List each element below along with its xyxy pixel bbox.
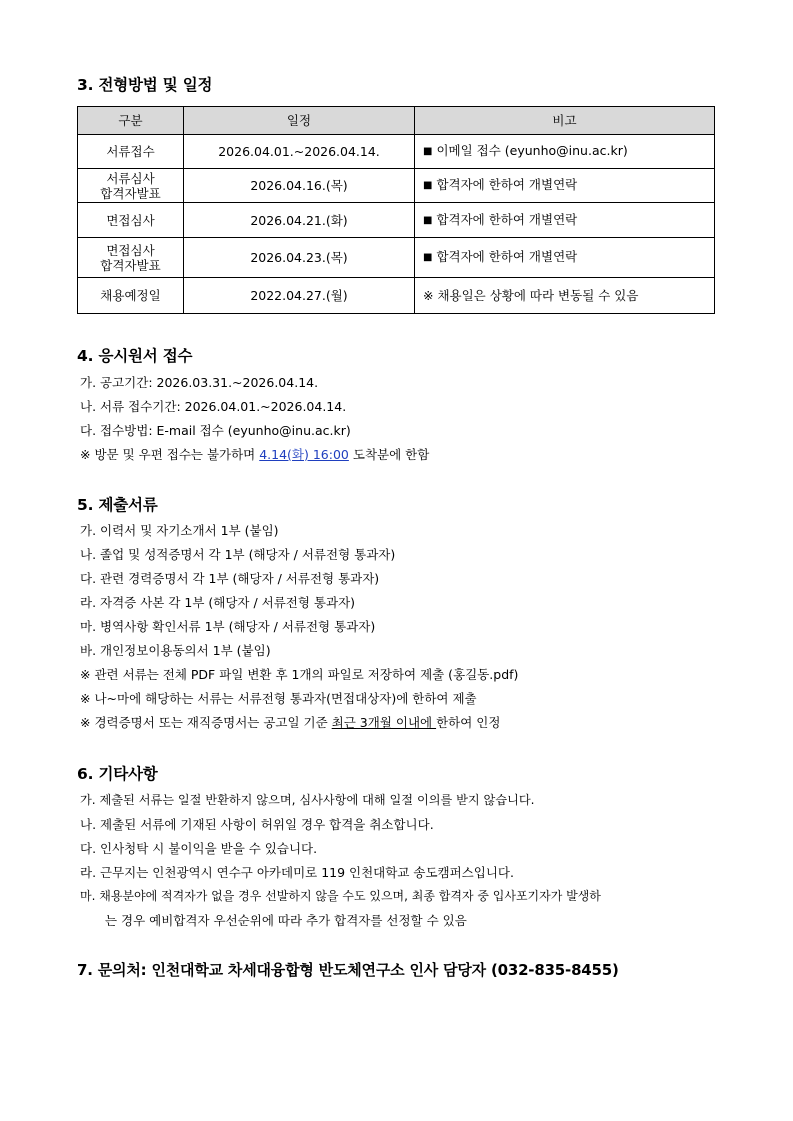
row-date: 2026.04.21.(화) [184, 203, 415, 238]
list-item: 바. 개인정보이용동의서 1부 (붙임) [80, 643, 271, 658]
row-note: ■ 합격자에 한하여 개별연락 [415, 238, 715, 278]
list-item-continuation: 는 경우 예비합격자 우선순위에 따라 추가 합격자를 선정할 수 있음 [105, 913, 467, 928]
schedule-header-row [78, 107, 715, 135]
row-date: 2026.04.23.(목) [184, 238, 415, 278]
section-5-title: 5. 제출서류 [77, 496, 158, 514]
list-item: 가. 이력서 및 자기소개서 1부 (붙임) [80, 523, 279, 538]
header-category: 구분 [78, 107, 184, 135]
row-category: 면접심사 합격자발표 [78, 238, 184, 278]
table-row [78, 135, 715, 169]
list-item: 라. 자격증 사본 각 1부 (해당자 / 서류전형 통과자) [80, 595, 356, 610]
list-item: 나. 졸업 및 성적증명서 각 1부 (해당자 / 서류전형 통과자) [80, 547, 396, 562]
list-item: ※ 나~마에 해당하는 서류는 서류전형 통과자(면접대상자)에 한하여 제출 [80, 691, 477, 706]
list-item: 다. 접수방법: E-mail 접수 (eyunho@inu.ac.kr) [80, 423, 351, 438]
row-note: ※ 채용일은 상황에 따라 변동될 수 있음 [415, 278, 715, 314]
list-item: 마. 채용분야에 적격자가 없을 경우 선발하지 않을 수도 있으며, 최종 합격자 중 입사포기자가 발생하 [80, 889, 601, 903]
section-6-title: 6. 기타사항 [77, 765, 158, 783]
career-cert-note: ※ 경력증명서 또는 재직증명서는 공고일 기준 최근 3개월 이내에 한하여 인정 [80, 715, 501, 730]
list-item: 나. 제출된 서류에 기재된 사항이 허위일 경우 합격을 취소합니다. [80, 817, 434, 832]
row-date: 2026.04.01.~2026.04.14. [184, 135, 415, 169]
list-item: 다. 관련 경력증명서 각 1부 (해당자 / 서류전형 통과자) [80, 571, 380, 586]
bullet-square-icon: ■ [423, 252, 433, 263]
bullet-square-icon: ■ [423, 180, 433, 191]
list-item: 마. 병역사항 확인서류 1부 (해당자 / 서류전형 통과자) [80, 619, 376, 634]
header-remarks: 비고 [415, 107, 715, 135]
section-3-title: 3. 전형방법 및 일정 [77, 76, 213, 94]
bullet-square-icon: ■ [423, 214, 433, 226]
row-category: 채용예정일 [78, 278, 184, 314]
deadline-link[interactable]: 4.14(화) 16:00 [259, 447, 349, 462]
table-row [78, 169, 715, 203]
row-date: 2022.04.27.(월) [184, 278, 415, 314]
list-item: 가. 제출된 서류는 일절 반환하지 않으며, 심사사항에 대해 일절 이의를 받지 않습니다. [80, 793, 535, 807]
list-item: ※ 관련 서류는 전체 PDF 파일 변환 후 1개의 파일로 저장하여 제출 (홍길동.pdf) [80, 667, 519, 682]
header-schedule: 일정 [184, 107, 415, 135]
table-row [78, 203, 715, 238]
section-4-title: 4. 응시원서 접수 [77, 347, 193, 365]
row-category: 서류심사 합격자발표 [78, 169, 184, 203]
row-date: 2026.04.16.(목) [184, 169, 415, 203]
row-category: 면접심사 [78, 203, 184, 238]
row-note: ■ 합격자에 한하여 개별연락 [415, 203, 715, 238]
list-item: 라. 근무지는 인천광역시 연수구 아카데미로 119 인천대학교 송도캠퍼스입니다. [80, 865, 514, 880]
schedule-table [77, 106, 715, 314]
table-row [78, 238, 715, 278]
visit-note: ※ 방문 및 우편 접수는 불가하며 4.14(화) 16:00 도착분에 한함 [80, 447, 430, 462]
table-row [78, 278, 715, 314]
bullet-square-icon: ■ [423, 146, 433, 157]
section-7-contact: 7. 문의처: 인천대학교 차세대융합형 반도체연구소 인사 담당자 (032-835-8455) [77, 961, 619, 979]
list-item: 나. 서류 접수기간: 2026.04.01.~2026.04.14. [80, 399, 347, 414]
row-note: ■ 이메일 접수 (eyunho@inu.ac.kr) [415, 135, 715, 169]
list-item: 가. 공고기간: 2026.03.31.~2026.04.14. [80, 375, 319, 390]
row-category: 서류접수 [78, 135, 184, 169]
row-note: ■ 합격자에 한하여 개별연락 [415, 169, 715, 203]
list-item: 다. 인사청탁 시 불이익을 받을 수 있습니다. [80, 841, 318, 856]
